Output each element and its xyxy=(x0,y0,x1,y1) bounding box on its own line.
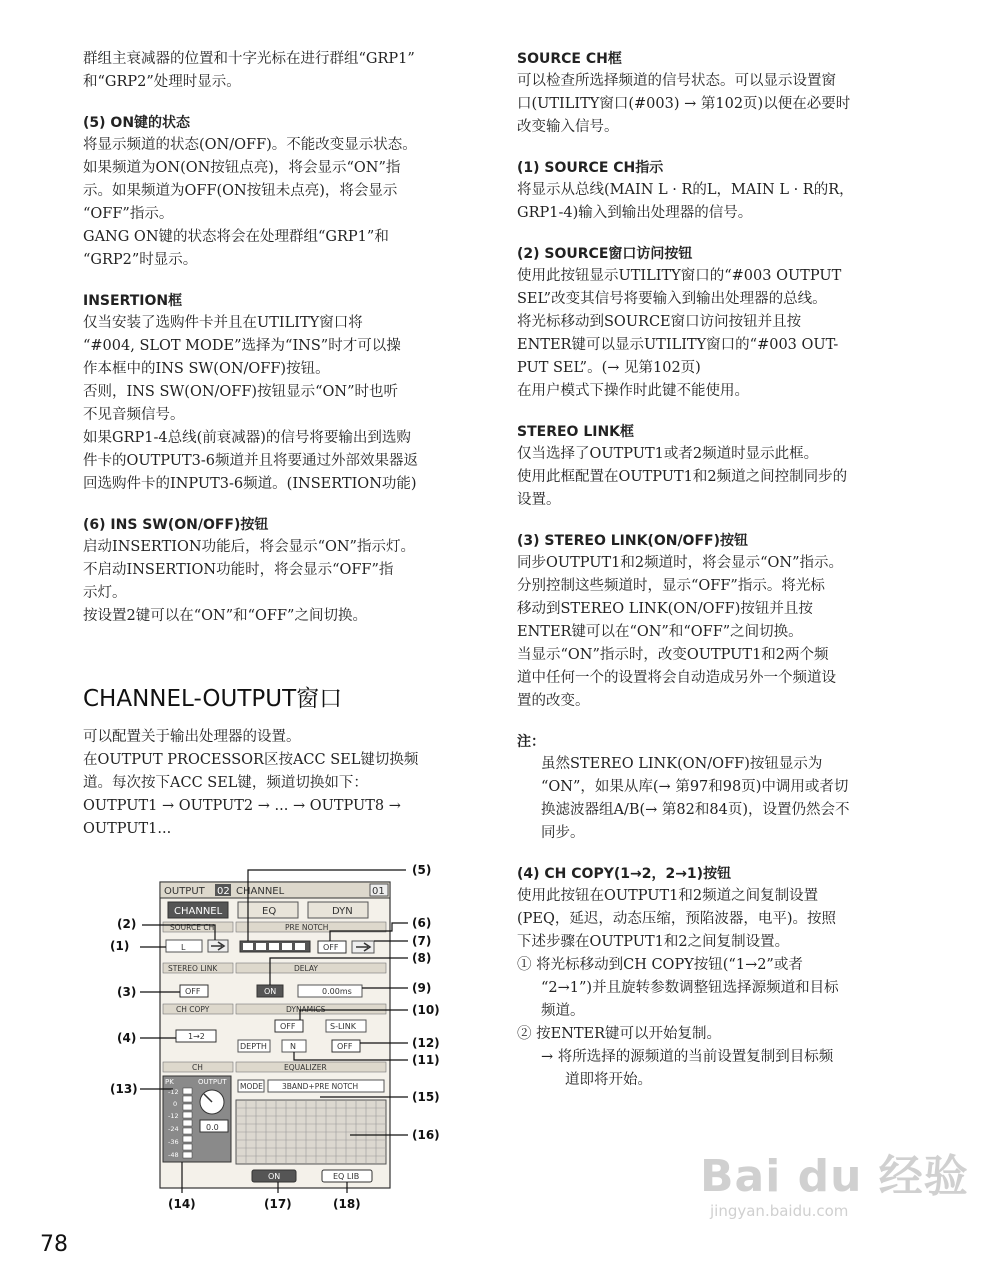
body-line: 置的改变。 xyxy=(517,693,590,709)
body-line: 如果频道为ON(ON按钮点亮)，将会显示“ON”指 xyxy=(83,160,401,176)
section-title-stereo-link: STEREO LINK框 xyxy=(517,424,635,440)
section-title-ins-sw: (6) INS SW(ON/OFF)按钮 xyxy=(83,517,269,533)
step-line: “2→1”)并且旋转参数调整钮选择源频道和目标 xyxy=(541,980,839,996)
tab-eq-label: EQ xyxy=(262,906,277,917)
note-line: 换滤波器组A/B(→ 第82和84页)，设置仍然会不 xyxy=(541,802,850,818)
insertion-indicator xyxy=(240,941,310,952)
callout-label: (13) xyxy=(110,1082,138,1096)
delay-label: DELAY xyxy=(294,964,318,973)
body-line: 使用此按钮显示UTILITY窗口的“#003 OUTPUT xyxy=(517,268,842,284)
output-knob-label: OUTPUT xyxy=(198,1078,227,1086)
body-line: 将显示从总线(MAIN L · R的L，MAIN L · R的R， xyxy=(517,182,854,198)
mode-label: MODE xyxy=(240,1082,263,1091)
callout-label: (3) xyxy=(117,985,137,999)
channel-label: CHANNEL xyxy=(236,886,285,897)
body-line: 回选购件卡的INPUT3-6频道。(INSERTION功能) xyxy=(83,476,417,492)
body-line: ENTER键可以显示UTILITY窗口的“#003 OUT- xyxy=(517,337,839,353)
body-line: 不启动INSERTION功能时，将会显示“OFF”指 xyxy=(83,562,394,578)
ch-copy-label: CH COPY xyxy=(176,1005,210,1014)
body-line: 使用此框配置在OUTPUT1和2频道之间控制同步的 xyxy=(517,469,848,485)
output-label: OUTPUT xyxy=(164,886,205,897)
body-line: 启动INSERTION功能后，将会显示“ON”指示灯。 xyxy=(83,539,415,555)
body-line: 件卡的OUTPUT3-6频道并且将要通过外部效果器返 xyxy=(83,453,419,469)
body-line: 作本框中的INS SW(ON/OFF)按钮。 xyxy=(83,361,330,377)
depth-value: N xyxy=(290,1042,296,1051)
callout-label: (2) xyxy=(117,917,137,931)
body-line: 如果GRP1-4总线(前衰减器)的信号将要输出到选购 xyxy=(83,430,411,446)
eq-on-label: ON xyxy=(268,1172,281,1181)
body-line: 口(UTILITY窗口(#003) → 第102页)以便在必要时 xyxy=(517,96,851,112)
callout-label: (4) xyxy=(117,1031,137,1045)
pre-notch-state: OFF xyxy=(323,943,339,952)
callout-label: (17) xyxy=(264,1197,292,1211)
callout-label: (10) xyxy=(412,1003,440,1017)
meter-scale-tick: -48 xyxy=(168,1151,179,1159)
intro-line: 群组主衰减器的位置和十字光标在进行群组“GRP1” xyxy=(83,51,415,67)
body-line: 分别控制这些频道时，显示“OFF”指示。将光标 xyxy=(517,578,825,594)
meter-scale-tick: -12 xyxy=(168,1088,179,1096)
watermark-sub: jingyan.baidu.com xyxy=(710,1202,849,1220)
body-line: 同步OUTPUT1和2频道时，将会显示“ON”指示。 xyxy=(517,555,844,571)
source-ch-label: SOURCE CH xyxy=(170,923,215,932)
step-line: ① 将光标移动到CH COPY按钮(“1→2”或者 xyxy=(517,957,803,973)
body-line: 道中任何一个的设置将会自动造成另外一个频道设 xyxy=(517,670,836,686)
body-line: 仅当安装了选购件卡并且在UTILITY窗口将 xyxy=(83,315,363,331)
body-line: 将光标移动到SOURCE窗口访问按钮并且按 xyxy=(517,314,802,330)
note-line: 同步。 xyxy=(541,825,585,841)
equalizer-label: EQUALIZER xyxy=(284,1063,327,1072)
callout-label: (14) xyxy=(168,1197,196,1211)
delay-on-label: ON xyxy=(264,987,277,996)
callout-label: (16) xyxy=(412,1128,440,1142)
body-line: 移动到STEREO LINK(ON/OFF)按钮并且按 xyxy=(517,601,813,617)
body-line: PUT SEL”。(→ 见第102页) xyxy=(517,360,701,376)
body-line: 仅当选择了OUTPUT1或者2频道时显示此框。 xyxy=(517,446,819,462)
callout-label: (9) xyxy=(412,981,432,995)
note-line: “ON”，如果从库(→ 第97和98页)中调用或者切 xyxy=(541,779,849,795)
body-line: “#004, SLOT MODE”选择为“INS”时才可以操 xyxy=(83,338,401,354)
section-title-stereo-link-button: (3) STEREO LINK(ON/OFF)按钮 xyxy=(517,533,748,549)
section-title-ch-copy: (4) CH COPY(1→2，2→1)按钮 xyxy=(517,866,732,882)
dynamics-label: DYNAMICS xyxy=(286,1005,326,1014)
pk-label: PK xyxy=(165,1078,174,1086)
watermark-main: Bai du 经验 xyxy=(700,1151,969,1202)
callout-label: (11) xyxy=(412,1053,440,1067)
channel-number: 01 xyxy=(372,886,385,897)
body-line: 可以配置关于输出处理器的设置。 xyxy=(83,729,301,745)
knob-value: 0.0 xyxy=(206,1123,219,1132)
body-line: ENTER键可以在“ON”和“OFF”之间切换。 xyxy=(517,624,803,640)
depth-label: DEPTH xyxy=(240,1042,267,1051)
intro-line: 和“GRP2”处理时显示。 xyxy=(83,74,241,90)
s-link-label: S-LINK xyxy=(330,1022,357,1031)
note-title: 注： xyxy=(517,734,545,750)
body-line: GANG ON键的状态将会在处理群组“GRP1”和 xyxy=(83,229,389,245)
stereo-link-state: OFF xyxy=(185,987,201,996)
meter-scale-tick: -24 xyxy=(168,1125,179,1133)
body-line: 在用户模式下操作时此键不能使用。 xyxy=(517,383,749,399)
callout-label: (5) xyxy=(412,863,432,877)
body-line: OUTPUT1 → OUTPUT2 → ... → OUTPUT8 → xyxy=(83,798,401,814)
body-line: 使用此按钮在OUTPUT1和2频道之间复制设置 xyxy=(517,888,819,904)
delay-value: 0.00ms xyxy=(322,987,352,996)
page-title-channel-output: CHANNEL-OUTPUT窗口 xyxy=(83,686,343,712)
output-number: 02 xyxy=(217,886,230,897)
body-line: “OFF”指示。 xyxy=(83,206,174,222)
callout-label: (18) xyxy=(333,1197,361,1211)
section-title-source-window-button: (2) SOURCE窗口访问按钮 xyxy=(517,246,693,262)
s-link-state: OFF xyxy=(337,1042,353,1051)
body-line: 不见音频信号。 xyxy=(83,407,185,423)
dynamics-state: OFF xyxy=(280,1022,296,1031)
callout-label: (8) xyxy=(412,951,432,965)
body-line: (PEQ，延迟，动态压缩，预陷波器，电平)。按照 xyxy=(517,911,837,927)
section-title-on-key-state: (5) ON键的状态 xyxy=(83,115,191,131)
body-line: 可以检查所选择频道的信号状态。可以显示设置窗 xyxy=(517,73,836,89)
body-line: 在OUTPUT PROCESSOR区按ACC SEL键切换频 xyxy=(83,752,419,768)
meter-scale-tick: -36 xyxy=(168,1138,179,1146)
body-line: 当显示“ON”指示时，改变OUTPUT1和2两个频 xyxy=(517,647,829,663)
section-title-source-ch-indicator: (1) SOURCE CH指示 xyxy=(517,160,664,176)
body-line: 将显示频道的状态(ON/OFF)。不能改变显示状态。 xyxy=(83,137,417,153)
body-line: 示灯。 xyxy=(83,585,127,601)
pre-notch-label: PRE NOTCH xyxy=(285,923,329,932)
body-line: 改变输入信号。 xyxy=(517,119,619,135)
body-line: 设置。 xyxy=(517,492,561,508)
body-line: “GRP2”时显示。 xyxy=(83,252,198,268)
eq-lib-label: EQ LIB xyxy=(333,1172,360,1181)
meter-scale-tick: -12 xyxy=(168,1112,179,1120)
body-line: 否则，INS SW(ON/OFF)按钮显示“ON”时也听 xyxy=(83,384,398,400)
note-line: 虽然STEREO LINK(ON/OFF)按钮显示为 xyxy=(541,756,823,772)
callout-label: (12) xyxy=(412,1036,440,1050)
section-title-insertion: INSERTION框 xyxy=(83,293,183,309)
section-title-source-ch: SOURCE CH框 xyxy=(517,51,622,67)
watermark xyxy=(700,1140,969,1220)
body-line: 示。如果频道为OFF(ON按钮未点亮)，将会显示 xyxy=(83,183,398,199)
ch-copy-value: 1→2 xyxy=(188,1032,205,1041)
meter-scale-tick: 0 xyxy=(173,1100,178,1108)
step-line: 频道。 xyxy=(541,1003,585,1019)
ch-label: CH xyxy=(192,1063,203,1072)
step-line: 道即将开始。 xyxy=(565,1072,652,1088)
body-line: SEL”改变其信号将要输入到输出处理器的总线。 xyxy=(517,291,827,307)
body-line: 道。每次按下ACC SEL键，频道切换如下： xyxy=(83,775,368,791)
body-line: GRP1-4)输入到输出处理器的信号。 xyxy=(517,205,753,221)
tab-channel-label: CHANNEL xyxy=(174,906,223,917)
stereo-link-label: STEREO LINK xyxy=(168,964,218,973)
callout-label: (6) xyxy=(412,916,432,930)
callout-label: (1) xyxy=(110,939,130,953)
page-number: 78 xyxy=(40,1232,68,1257)
step-line: → 将所选择的源频道的当前设置复制到目标频 xyxy=(541,1049,834,1065)
callout-label: (7) xyxy=(412,934,432,948)
step-line: ② 按ENTER键可以开始复制。 xyxy=(517,1026,722,1042)
body-line: 按设置2键可以在“ON”和“OFF”之间切换。 xyxy=(83,608,367,624)
callout-label: (15) xyxy=(412,1090,440,1104)
mode-value: 3BAND+PRE NOTCH xyxy=(282,1082,359,1091)
body-line: OUTPUT1... xyxy=(83,821,172,837)
body-line: 下述步骤在OUTPUT1和2之间复制设置。 xyxy=(517,934,790,950)
tab-dyn-label: DYN xyxy=(332,906,353,917)
source-ch-value: L xyxy=(181,943,186,952)
level-meter xyxy=(183,1088,192,1158)
